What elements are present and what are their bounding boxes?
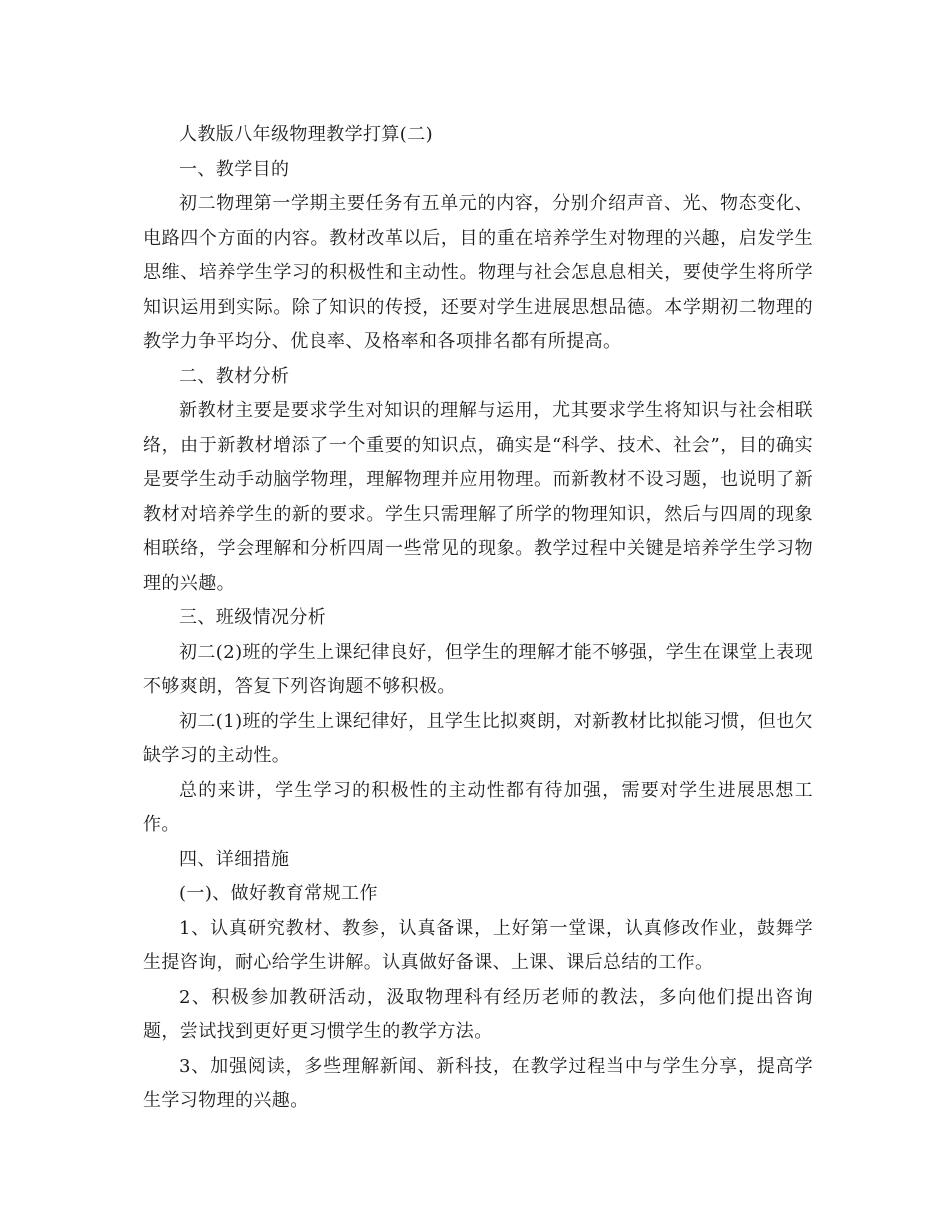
paragraph-objectives: 初二物理第一学期主要任务有五单元的内容，分别介绍声音、光、物态变化、电路四个方面的内容。教材改革以后，目的重在培养学生对物理的兴趣，启发学生思维、培养学生学习的积极性和主动性。物理与社会怎息息相关，要使学生将所学知识运用到实际。除了知识的传授，还要对学生进展思想品德。本学期初二物理的教学力争平均分、优良率、及格率和各项排名都有所提高。	[143, 193, 813, 352]
list-item-2: 2、积极参加教研活动，汲取物理科有经历老师的教法，多向他们提出咨询题，尝试找到更好更习惯学生的教学方法。	[143, 986, 813, 1042]
paragraph-class-1: 初二(1)班的学生上课纪律好，且学生比拟爽朗，对新教材比拟能习惯，但也欠缺学习的主动性。	[143, 710, 813, 766]
list-item-3: 3、加强阅读，多些理解新闻、新科技，在教学过程当中与学生分享，提高学生学习物理的兴趣。	[143, 1055, 813, 1111]
paragraph-class-summary: 总的来讲，学生学习的积极性的主动性都有待加强，需要对学生进展思想工作。	[143, 779, 813, 835]
paragraph-class-2: 初二(2)班的学生上课纪律良好，但学生的理解才能不够强，学生在课堂上表现不够爽朗，答复下列咨询题不够积极。	[143, 641, 813, 697]
section-heading-textbook-analysis: 二、教材分析	[179, 365, 290, 387]
subheading-routine-work: (一)、做好教育常规工作	[179, 883, 378, 904]
document-title: 人教版八年级物理教学打算(二)	[179, 124, 434, 145]
section-heading-objectives: 一、教学目的	[179, 158, 290, 180]
section-heading-measures: 四、详细措施	[179, 848, 290, 870]
paragraph-textbook-analysis: 新教材主要是要求学生对知识的理解与运用，尤其要求学生将知识与社会相联络，由于新教材增添了一个重要的知识点，确实是“科学、技术、社会”，目的确实是要学生动手动脑学物理，理解物理并应用物理。而新教材不设习题，也说明了新教材对培养学生的新的要求。学生只需理解了所学的物理知识，然后与四周的现象相联络，学会理解和分析四周一些常见的现象。教学过程中关键是培养学生学习物理的兴趣。	[143, 400, 813, 594]
list-item-1: 1、认真研究教材、教参，认真备课，上好第一堂课，认真修改作业，鼓舞学生提咨询，耐心给学生讲解。认真做好备课、上课、课后总结的工作。	[143, 917, 813, 973]
section-heading-class-analysis: 三、班级情况分析	[179, 607, 327, 628]
document-body	[143, 118, 813, 1119]
